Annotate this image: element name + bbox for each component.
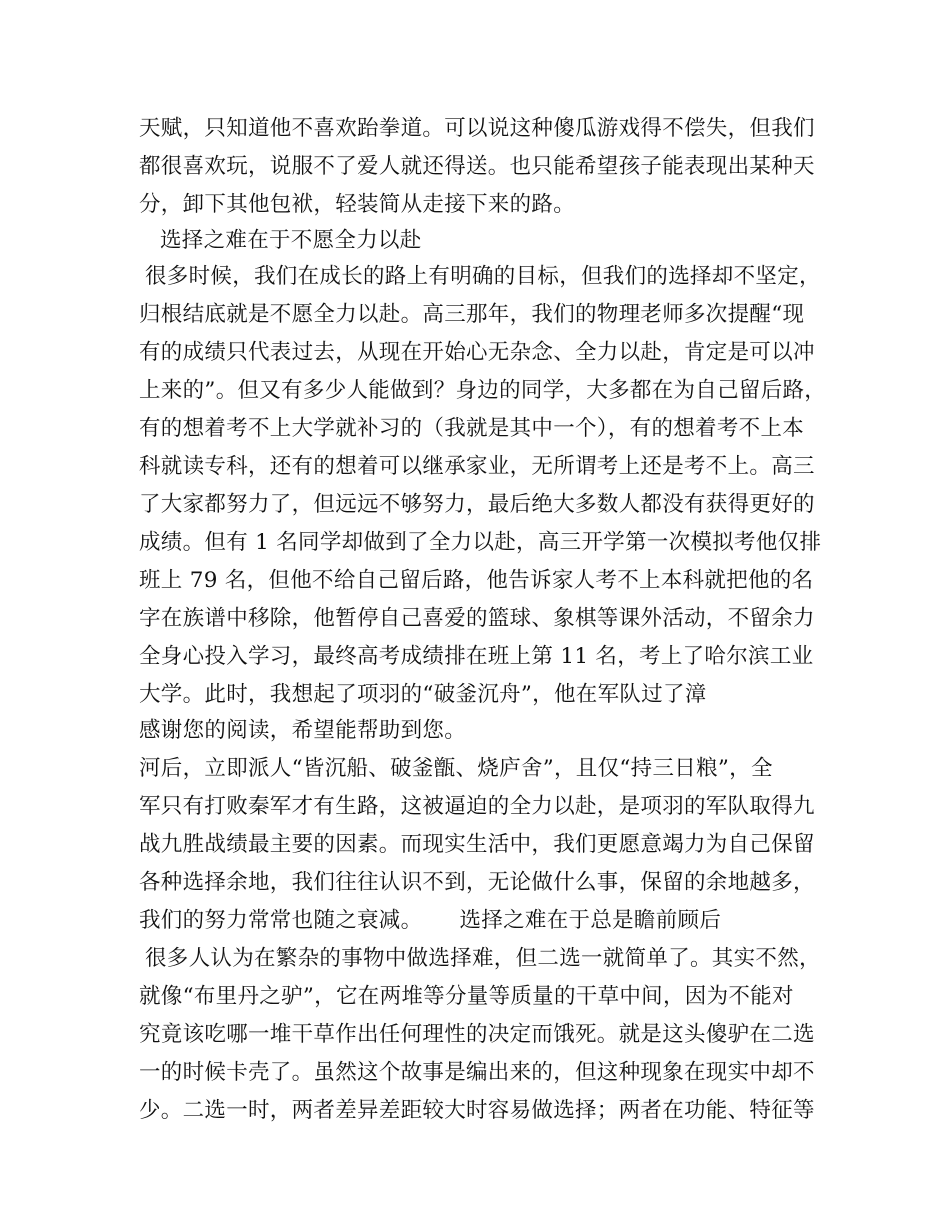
body-text-line: 成绩。但有 1 名同学却做到了全力以赴，高三开学第一次模拟考他仅排 <box>139 530 822 555</box>
body-text-line: 很多时候，我们在成长的路上有明确的目标，但我们的选择却不坚定， <box>145 264 821 289</box>
body-text-line: 归根结底就是不愿全力以赴。高三那年，我们的物理老师多次提醒“现 <box>139 302 805 327</box>
closing-message: 感谢您的阅读，希望能帮助到您。 <box>139 718 467 743</box>
body-text-line: 有的想着考不上大学就补习的（我就是其中一个），有的想着考不上本 <box>139 416 805 441</box>
body-text-line: 就像“布里丹之驴”，它在两堆等分量等质量的干草中间，因为不能对 <box>139 984 794 1009</box>
body-text-line: 究竟该吃哪一堆干草作出任何理性的决定而饿死。就是这头傻驴在二选 <box>139 1022 815 1047</box>
section-heading: 选择之难在于不愿全力以赴 <box>160 228 422 253</box>
body-text-line: 很多人认为在繁杂的事物中做选择难，但二选一就简单了。其实不然， <box>145 946 821 971</box>
body-text-line: 了大家都努力了，但远远不够努力，最后绝大多数人都没有获得更好的 <box>139 492 815 517</box>
body-text-line: 都很喜欢玩，说服不了爱人就还得送。也只能希望孩子能表现出某种天 <box>139 154 815 179</box>
body-text-line: 我们的努力常常也随之衰减。 选择之难在于总是瞻前顾后 <box>139 908 722 933</box>
body-text-line: 字在族谱中移除，他暂停自己喜爱的篮球、象棋等课外活动，不留余力 <box>139 606 815 631</box>
body-text-line: 天赋，只知道他不喜欢跆拳道。可以说这种傻瓜游戏得不偿失，但我们 <box>139 116 815 141</box>
body-text-line: 河后，立即派人“皆沉船、破釜甑、烧庐舍”，且仅“持三日粮”，全 <box>139 756 773 781</box>
body-text-line: 分，卸下其他包袱，轻装简从走接下来的路。 <box>139 192 576 217</box>
body-text-line: 上来的”。但又有多少人能做到？身边的同学，大多都在为自己留后路， <box>139 378 827 403</box>
body-text-line: 大学。此时，我想起了项羽的“破釜沉舟”，他在军队过了漳 <box>139 682 707 707</box>
body-text-line: 战九胜战绩最主要的因素。而现实生活中，我们更愿意竭力为自己保留 <box>139 832 815 857</box>
body-text-line: 少。二选一时，两者差异差距较大时容易做选择；两者在功能、特征等 <box>139 1098 815 1123</box>
body-text-line: 科就读专科，还有的想着可以继承家业，无所谓考上还是考不上。高三 <box>139 454 815 479</box>
body-text-line: 军只有打败秦军才有生路，这被逼迫的全力以赴，是项羽的军队取得九 <box>139 794 815 819</box>
body-text-line: 全身心投入学习，最终高考成绩排在班上第 11 名，考上了哈尔滨工业 <box>139 644 814 669</box>
body-text-line: 有的成绩只代表过去，从现在开始心无杂念、全力以赴，肯定是可以冲 <box>139 340 815 365</box>
body-text-line: 各种选择余地，我们往往认识不到，无论做什么事，保留的余地越多， <box>139 870 815 895</box>
body-text-line: 班上 79 名，但他不给自己留后路，他告诉家人考不上本科就把他的名 <box>139 568 814 593</box>
body-text-line: 一的时候卡壳了。虽然这个故事是编出来的，但这种现象在现实中却不 <box>139 1060 815 1085</box>
